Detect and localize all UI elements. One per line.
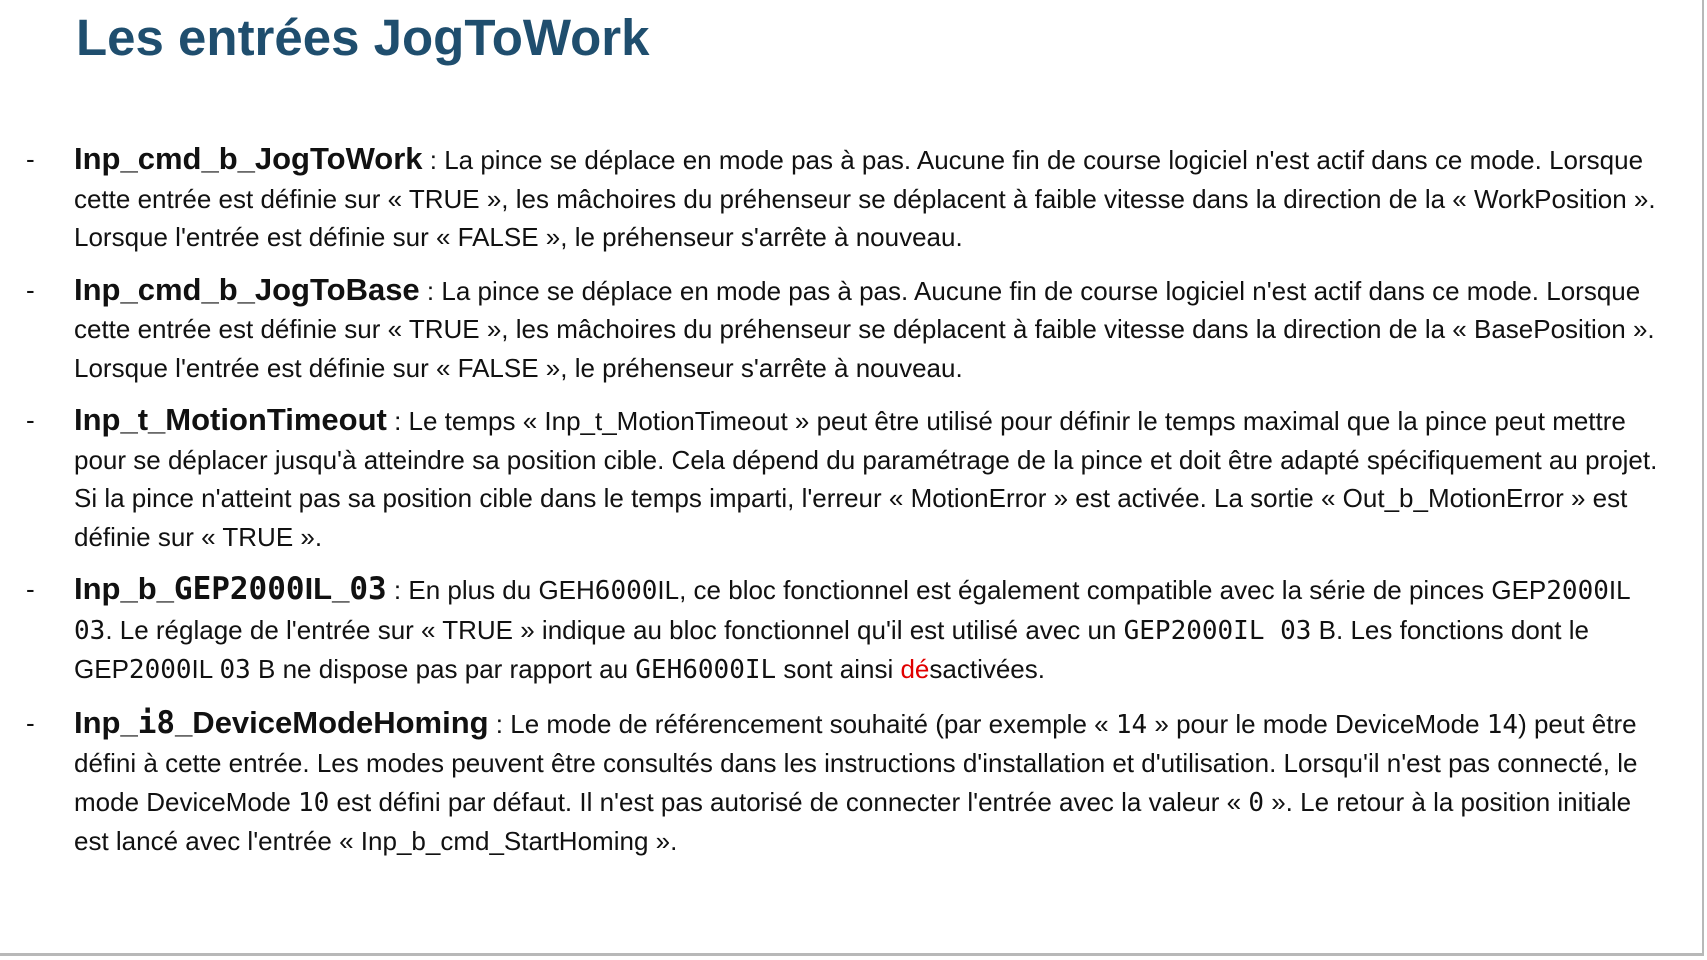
highlighted-text: dé: [900, 654, 930, 684]
input-name: Inp_t_MotionTimeout: [74, 402, 387, 437]
separator: :: [422, 145, 445, 175]
text-run: B ne dispose pas par rapport au: [250, 654, 636, 684]
text-run: 2000: [128, 655, 192, 685]
input-name: Inp_cmd_b_JogToBase: [74, 271, 420, 307]
input-description: La pince se déplace en mode pas à pas. Aucune fin de course logiciel n'est actif dans ce mode. Lorsque cette entrée est définie sur « TRUE », les mâchoires du préhenseur se déplacent à faible vitesse dans la direction de la « WorkPosition ». Lorsque l'entrée est définie sur « FALSE », le préhenseur s'arrête à nouveau.: [74, 145, 1656, 252]
input-name: [74, 705, 489, 740]
text-run: sactivées.: [929, 654, 1045, 684]
bullet-dash: -: [26, 274, 35, 305]
text-run: » pour le mode DeviceMode: [1147, 708, 1487, 739]
text-run: GEP2000IL 03: [1123, 615, 1312, 646]
input-name-part: Inp_b_: [74, 571, 174, 606]
text-run: 03: [219, 655, 251, 685]
list-item-motiontimeout: [0, 401, 1700, 556]
input-description: La pince se déplace en mode pas à pas. Aucune fin de course logiciel n'est actif dans ce mode. Lorsque cette entrée est définie sur « TRUE », les mâchoires du préhenseur se déplacent à faible vitesse dans la direction de la « BasePosition ». Lorsque l'entrée est définie sur « FALSE », le préhenseur s'arrête à nouveau.: [74, 275, 1655, 383]
bullet-dash: -: [26, 707, 35, 738]
text-run: 2000: [1546, 576, 1609, 606]
bullet-dash: -: [26, 574, 35, 604]
separator: :: [419, 275, 442, 306]
text-run: B. Les fonctions dont le GEP: [74, 614, 1589, 684]
text-run: 14: [1486, 709, 1519, 740]
list-item-gep2000il: [0, 570, 1700, 690]
list-item-jogtobase: [0, 271, 1700, 388]
text-run: ». Le retour à la position initiale est lancé avec l'entrée « Inp_b_cmd_StartHoming ».: [74, 786, 1632, 856]
text-run: 10: [298, 787, 330, 818]
text-run: est défini par défaut. Il n'est pas autorisé de connecter l'entrée avec la valeur «: [329, 786, 1249, 817]
separator: :: [386, 575, 409, 605]
input-name-part: 03: [349, 571, 387, 607]
input-name-part: GEP2000: [173, 571, 305, 607]
list-item-jogtowork: [0, 140, 1700, 257]
text-run: Le mode de référencement souhaité (par exemple «: [510, 708, 1116, 739]
text-run: 14: [1115, 709, 1148, 740]
slide-title: Les entrées JogToWork: [76, 9, 650, 66]
input-name: [74, 571, 387, 606]
input-name-part: _DeviceModeHoming: [175, 704, 489, 740]
input-description: Le temps « Inp_t_MotionTimeout » peut être utilisé pour définir le temps maximal que la pince peut mettre pour se déplacer jusqu'à atteindre sa position cible. Cela dépend du paramétrage de la pince et doit être adapté spécifiquement au projet. Si la pince n'atteint pas sa position cible dans le temps imparti, l'erreur « MotionError » est activée. La sortie « Out_b_MotionError » est définie sur « TRUE ».: [74, 406, 1658, 552]
text-run: 6000: [594, 576, 658, 606]
list-item-devicemodehoming: [0, 704, 1700, 861]
text-run: ) peut être défini à cette entrée. Les modes peuvent être consultés dans les instructions d'installation et d'utilisation. Lorsqu'il n'est pas connecté, le mode DeviceMode: [74, 708, 1638, 817]
text-run: IL, ce bloc fonctionnel est également compatible avec la série de pinces GEP: [657, 575, 1547, 605]
input-name: Inp_cmd_b_JogToWork: [74, 141, 423, 176]
bullet-dash: -: [26, 405, 35, 435]
bullet-dash: -: [26, 144, 35, 174]
text-run: IL: [191, 654, 220, 684]
input-name-part: Inp_: [74, 704, 138, 740]
input-name-part: i8: [137, 704, 176, 741]
text-run: sont ainsi: [776, 654, 901, 684]
text-run: 0: [1248, 787, 1264, 818]
separator: :: [386, 406, 409, 436]
separator: :: [488, 708, 511, 739]
text-run: GEH6000IL: [635, 655, 777, 685]
bullet-list: [0, 140, 1700, 875]
text-run: IL: [1608, 575, 1630, 605]
text-run: . Le réglage de l'entrée sur « TRUE » indique au bloc fonctionnel qu'il est utilisé avec un: [105, 614, 1124, 645]
text-run: 03: [74, 615, 106, 646]
text-run: En plus du GEH: [408, 575, 595, 605]
input-name-part: IL_: [304, 571, 350, 606]
